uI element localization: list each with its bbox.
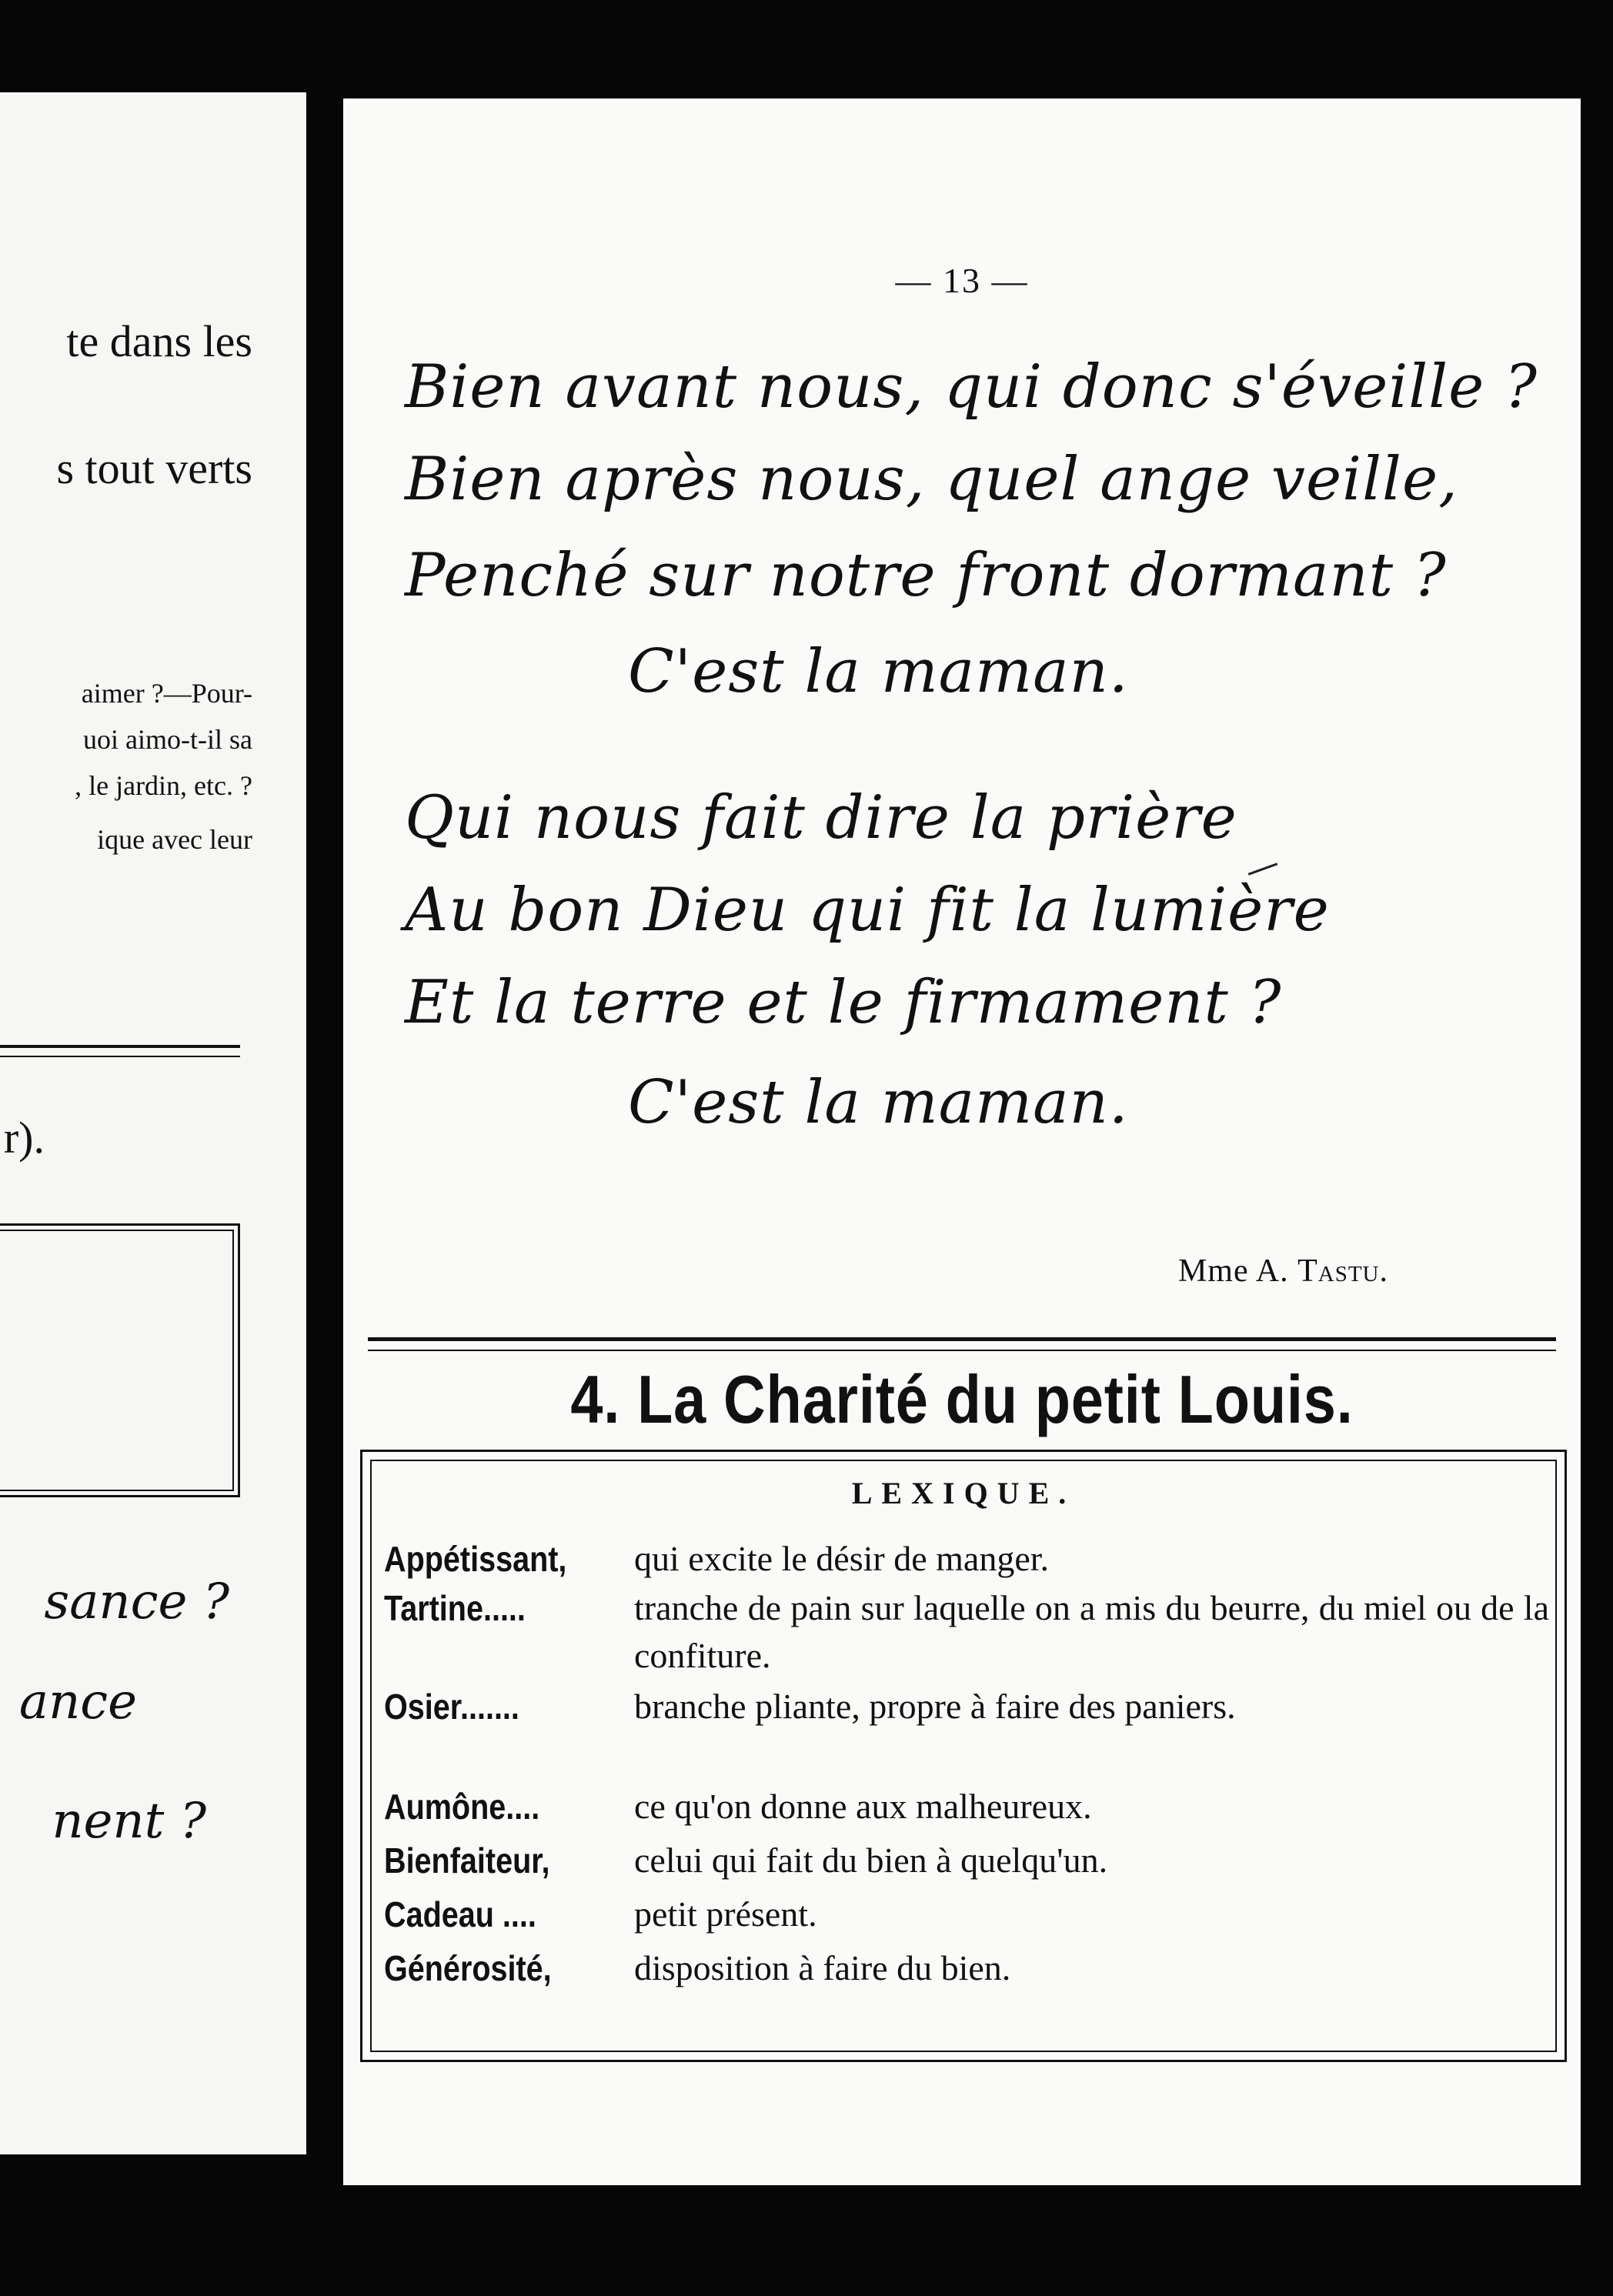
lexicon-definition: ce qu'on donne aux malheureux. — [634, 1787, 1092, 1826]
lexicon-term: Tartine..... — [384, 1588, 526, 1628]
lexicon-term: Bienfaiteur, — [384, 1840, 550, 1881]
lexicon-definition: tranche de pain sur laquelle on a mis du beurre, du miel ou de la confiture. — [634, 1588, 1549, 1675]
left-page-fragment — [0, 92, 306, 2154]
poem-refrain: C'est la maman. — [628, 1068, 1129, 1137]
lexicon-definition: branche pliante, propre à faire des paniers. — [634, 1687, 1236, 1726]
poem-refrain: C'est la maman. — [628, 637, 1129, 706]
book-page — [343, 98, 1581, 2185]
lexicon-term: Cadeau .... — [384, 1894, 536, 1934]
lexicon-term: Osier....... — [384, 1687, 519, 1727]
poem-line: Bien avant nous, qui donc s'éveille ? — [405, 352, 1538, 422]
left-page-script-line: ance — [18, 1674, 137, 1730]
poem-line: Et la terre et le firmament ? — [405, 968, 1282, 1037]
lexicon-term: Appétissant, — [384, 1539, 567, 1579]
lexicon-definition: petit présent. — [634, 1894, 817, 1934]
left-page-line: te dans les — [66, 316, 252, 366]
lexicon-definition: qui excite le désir de manger. — [634, 1539, 1050, 1578]
page-number: — 13 — — [895, 261, 1029, 300]
lexicon-box — [360, 1450, 1567, 2062]
left-page-rule — [0, 1045, 240, 1048]
poem-author — [1178, 1253, 1388, 1290]
left-page-rule — [0, 1056, 240, 1057]
poem-line: Penché sur notre front dormant ? — [405, 541, 1447, 610]
author-name: Tastu. — [1297, 1253, 1388, 1289]
left-page-line: s tout verts — [56, 443, 252, 493]
left-page-line: ique avec leur — [97, 824, 252, 855]
section-rule — [368, 1337, 1556, 1341]
poem-line: Bien après nous, quel ange veille, — [405, 445, 1458, 514]
author-prefix: Mme A. — [1177, 1253, 1289, 1289]
lexicon-term: Générosité, — [384, 1948, 552, 1988]
scan-speck — [1248, 863, 1278, 876]
lexicon-term: Aumône.... — [384, 1787, 540, 1827]
section-title: 4. La Charité du petit Louis. — [570, 1361, 1354, 1437]
left-page-line: , le jardin, etc. ? — [75, 770, 252, 801]
left-page-box — [0, 1223, 240, 1497]
section-rule — [368, 1350, 1556, 1351]
left-page-script-line: sance ? — [44, 1573, 229, 1630]
lexicon-definition: celui qui fait du bien à quelqu'un. — [634, 1840, 1108, 1880]
poem-line: Qui nous fait dire la prière — [405, 783, 1237, 853]
poem-line: Au bon Dieu qui fit la lumière — [405, 876, 1330, 945]
left-page-line: r). — [3, 1113, 45, 1163]
left-page-script-line: nent ? — [52, 1793, 206, 1850]
lexicon-title: LEXIQUE. — [851, 1476, 1076, 1510]
left-page-line: uoi aimo-t-il sa — [83, 724, 252, 755]
lexicon-definition: disposition à faire du bien. — [634, 1948, 1011, 1987]
left-page-line: aimer ?—Pour- — [81, 678, 252, 709]
